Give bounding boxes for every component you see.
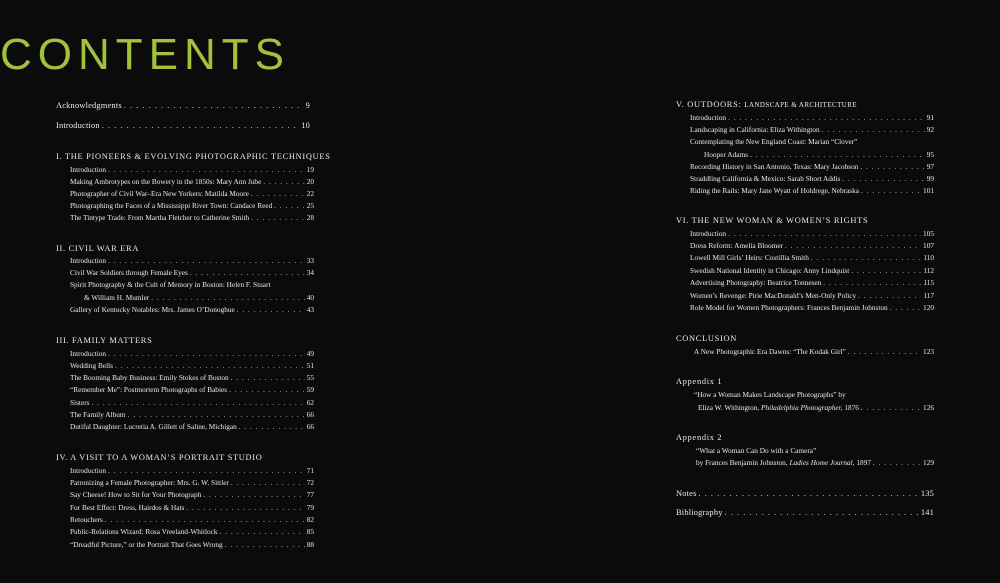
toc-entry-page: 112	[923, 266, 934, 275]
toc-entry-label: Civil War Soldiers through Female Eyes	[70, 268, 188, 277]
toc-entry-label: Spirit Photography & the Cult of Memory in Boston: Helen F. Stuart	[70, 280, 271, 289]
toc-entry-page: 85	[306, 527, 314, 536]
toc-entry-page: 92	[926, 125, 934, 134]
appendix-2-title: “What a Woman Can Do with a Camera”	[696, 446, 817, 455]
toc-entry-label: Dress Reform: Amelia Bloomer	[690, 241, 784, 250]
appendix-2-heading: Appendix 2	[676, 433, 723, 442]
toc-entry-introduction[interactable]	[56, 121, 310, 131]
toc-entry[interactable]	[70, 305, 314, 315]
toc-entry[interactable]	[694, 347, 934, 357]
dot-leader	[115, 361, 305, 371]
toc-entry[interactable]	[70, 385, 314, 395]
toc-entry[interactable]	[70, 256, 314, 266]
toc-entry-label: Introduction	[70, 256, 107, 265]
toc-entry-appendix-2[interactable]	[696, 458, 934, 468]
toc-entry-page: 19	[306, 165, 314, 174]
toc-entry-label: Women’s Revenge: Pirie MacDonald’s Men-Only Policy	[690, 291, 857, 300]
toc-entry-label: Advertising Photography: Beatrice Tonnesen	[690, 278, 822, 287]
appendix-1-title: “How a Woman Makes Landscape Photographs” by	[694, 390, 846, 399]
toc-entry[interactable]	[70, 540, 314, 550]
toc-entry-label: Introduction	[56, 121, 100, 130]
toc-entry[interactable]	[70, 478, 314, 488]
dot-leader	[128, 410, 305, 420]
toc-entry-page: 66	[306, 410, 314, 419]
toc-entry-label: Landscaping in California: Eliza Withington	[690, 125, 820, 134]
toc-entry-page: 82	[306, 515, 314, 524]
dot-leader	[251, 189, 305, 199]
dot-leader	[858, 291, 921, 301]
dot-leader	[725, 508, 919, 518]
toc-entry-label: Photographing the Faces of a Mississippi River Town: Candace Reed	[70, 201, 273, 210]
section-heading-6: VI. THE NEW WOMAN & WOMEN’S RIGHTS	[676, 216, 869, 225]
dot-leader	[728, 229, 921, 239]
section-heading-conclusion: CONCLUSION	[676, 334, 737, 343]
section-heading-4: IV. A VISIT TO A WOMAN’S PORTRAIT STUDIO	[56, 453, 263, 462]
toc-entry[interactable]	[84, 293, 314, 303]
toc-entry-bibliography[interactable]	[676, 508, 934, 518]
toc-entry-page: 101	[923, 186, 934, 195]
dot-leader	[861, 403, 921, 413]
section-heading-3: III. FAMILY MATTERS	[56, 336, 153, 345]
toc-entry[interactable]	[70, 422, 314, 432]
appendix-2-author: by Frances Benjamin Johnston,	[696, 458, 788, 467]
toc-entry-label: Patronizing a Female Photographer: Mrs. G. W. Sittler	[70, 478, 229, 487]
toc-entry-label	[698, 403, 859, 413]
toc-entry[interactable]	[690, 186, 934, 196]
toc-entry[interactable]	[70, 165, 314, 175]
dot-leader	[229, 385, 305, 395]
toc-entry-label: Introduction	[690, 229, 727, 238]
toc-entry-page: 43	[306, 305, 314, 314]
dot-leader	[861, 186, 921, 196]
toc-entry-acknowledgments[interactable]	[56, 101, 310, 111]
toc-entry-label: Acknowledgments	[56, 101, 122, 110]
toc-entry-label: Contemplating the New England Coast: Marian “Clover”	[690, 137, 858, 146]
toc-entry[interactable]	[690, 303, 934, 313]
dot-leader	[231, 478, 305, 488]
toc-entry[interactable]	[70, 503, 314, 513]
dot-leader	[203, 490, 304, 500]
toc-entry-label: Public-Relations Wizard: Rosa Vreeland-Whitlock	[70, 527, 218, 536]
toc-entry-label: Swedish National Identity in Chicago: Anny Lindquist	[690, 266, 850, 275]
dot-leader	[124, 101, 304, 111]
toc-entry-page: 62	[306, 398, 314, 407]
toc-entry[interactable]	[70, 490, 314, 500]
toc-entry-label: Dutiful Daughter: Lucretia A. Gillett of Saline, Michigan	[70, 422, 237, 431]
toc-entry-label: For Best Effect: Dress, Hairdos & Hats	[70, 503, 185, 512]
toc-entry-label: Introduction	[70, 466, 107, 475]
dot-leader	[108, 256, 305, 266]
dot-leader	[108, 349, 305, 359]
toc-entry[interactable]	[70, 410, 314, 420]
toc-entry-page: 126	[923, 403, 934, 412]
toc-entry-label	[696, 458, 871, 468]
toc-entry-label: A New Photographic Era Dawns: “The Kodak Girl”	[694, 347, 846, 356]
appendix-2-year: 1897	[856, 458, 871, 467]
appendix-1-heading: Appendix 1	[676, 377, 723, 386]
toc-entry-label: Role Model for Women Photographers: Frances Benjamin Johnston	[690, 303, 888, 312]
appendix-1-year: 1876	[844, 403, 859, 412]
toc-entry-page: 141	[920, 508, 934, 517]
dot-leader	[190, 268, 305, 278]
toc-entry-page: 71	[306, 466, 314, 475]
toc-entry-page: 10	[301, 121, 310, 130]
toc-entry-label: Sisters	[70, 398, 90, 407]
dot-leader	[728, 113, 925, 123]
dot-leader	[108, 466, 305, 476]
toc-entry[interactable]	[690, 253, 934, 263]
dot-leader	[890, 303, 921, 313]
dot-leader	[105, 515, 305, 525]
appendix-1-author: Eliza W. Withington,	[698, 403, 760, 412]
dot-leader	[263, 177, 304, 187]
toc-entry[interactable]	[690, 162, 934, 172]
toc-entry-label: Say Cheese! How to Sit for Your Photograph	[70, 490, 202, 499]
toc-entry[interactable]	[70, 213, 314, 223]
toc-entry-page: 99	[926, 174, 934, 183]
toc-entry-label: & William H. Mumler	[84, 293, 150, 302]
toc-entry-label: Bibliography	[676, 508, 723, 517]
toc-entry-label: Hooper Adams	[704, 150, 748, 159]
dot-leader	[842, 174, 924, 184]
dot-leader	[851, 266, 921, 276]
toc-entry-page: 34	[306, 268, 314, 277]
toc-entry[interactable]	[70, 349, 314, 359]
dot-leader	[848, 347, 921, 357]
toc-entry-page: 117	[923, 291, 934, 300]
toc-entry-page: 49	[306, 349, 314, 358]
toc-entry-page: 88	[306, 540, 314, 549]
toc-entry-page: 95	[926, 150, 934, 159]
section-heading-sub: LANDSCAPE & ARCHITECTURE	[744, 101, 857, 109]
toc-entry-label: Introduction	[70, 349, 107, 358]
toc-entry-label: “Dreadful Picture,” or the Portrait That Goes Wrong	[70, 540, 223, 549]
toc-entry-page: 97	[926, 162, 934, 171]
dot-leader	[220, 527, 305, 537]
toc-entry-page: 129	[923, 458, 934, 467]
toc-entry-page: 55	[306, 373, 314, 382]
dot-leader	[251, 213, 305, 223]
toc-entry[interactable]	[70, 189, 314, 199]
toc-entry[interactable]	[690, 174, 934, 184]
dot-leader	[785, 241, 921, 251]
toc-entry-page: 22	[306, 189, 314, 198]
toc-entry-label: The Booming Baby Business: Emily Stokes of Boston	[70, 373, 229, 382]
appendix-2-publication: Ladies Home Journal,	[789, 458, 855, 467]
toc-entry[interactable]	[690, 229, 934, 239]
dot-leader	[860, 162, 924, 172]
dot-leader	[699, 489, 919, 499]
toc-entry-page: 25	[306, 201, 314, 210]
toc-entry-label: Introduction	[690, 113, 727, 122]
page-title: CONTENTS	[0, 30, 290, 79]
toc-entry-page: 20	[306, 177, 314, 186]
toc-entry[interactable]	[70, 177, 314, 187]
dot-leader	[811, 253, 921, 263]
toc-entry[interactable]	[70, 373, 314, 383]
dot-leader	[151, 293, 304, 303]
toc-entry[interactable]	[690, 241, 934, 251]
dot-leader	[108, 165, 305, 175]
dot-leader	[186, 503, 304, 513]
dot-leader	[823, 278, 921, 288]
toc-entry[interactable]	[70, 361, 314, 371]
toc-entry[interactable]	[690, 113, 934, 123]
toc-entry-page: 51	[306, 361, 314, 370]
toc-entry[interactable]	[690, 278, 934, 288]
toc-entry-page: 91	[926, 113, 934, 122]
toc-entry[interactable]	[690, 266, 934, 276]
dot-leader	[873, 458, 921, 468]
toc-entry-page: 66	[306, 422, 314, 431]
toc-entry-page: 9	[305, 101, 310, 110]
appendix-1-publication: Philadelphia Photographer,	[761, 403, 843, 412]
toc-entry[interactable]	[690, 291, 934, 301]
toc-entry[interactable]	[70, 201, 314, 211]
toc-entry[interactable]	[70, 515, 314, 525]
toc-entry-label: Wedding Bells	[70, 361, 113, 370]
toc-entry-label: Introduction	[70, 165, 107, 174]
toc-entry-page: 120	[923, 303, 934, 312]
toc-entry-label: Gallery of Kentucky Notables: Mrs. James O’Donoghue	[70, 305, 235, 314]
dot-leader	[239, 422, 305, 432]
toc-entry-page: 115	[923, 278, 934, 287]
section-heading-2: II. CIVIL WAR ERA	[56, 244, 140, 253]
toc-entry-page: 28	[306, 213, 314, 222]
toc-entry-page: 105	[923, 229, 934, 238]
toc-entry-page: 40	[306, 293, 314, 302]
toc-entry-label: Making Ambrotypes on the Bowery in the 1850s: Mary Ann Jube	[70, 177, 262, 186]
toc-entry-page: 77	[306, 490, 314, 499]
toc-entry-label: Photographer of Civil War–Era New Yorkers: Matilda Moore	[70, 189, 249, 198]
section-heading-5	[676, 100, 857, 109]
toc-entry-appendix-1[interactable]	[698, 403, 934, 413]
toc-entry-label: Riding the Rails: Mary Jane Wyatt of Holdrege, Nebraska	[690, 186, 860, 195]
dot-leader	[237, 305, 305, 315]
toc-entry-page: 59	[306, 385, 314, 394]
section-heading-main: V. OUTDOORS:	[676, 100, 742, 109]
toc-entry[interactable]	[704, 150, 934, 160]
dot-leader	[231, 373, 305, 383]
toc-entry-page: 110	[923, 253, 934, 262]
toc-entry[interactable]	[690, 125, 934, 135]
toc-entry-label: Recording History in San Antonio, Texas: Mary Jacobson	[690, 162, 859, 171]
toc-entry[interactable]	[70, 527, 314, 537]
dot-leader	[274, 201, 304, 211]
toc-entry-page: 123	[923, 347, 934, 356]
toc-entry-page: 33	[306, 256, 314, 265]
toc-entry-label: The Tintype Trade: From Martha Fletcher to Catherine Smith	[70, 213, 250, 222]
toc-entry[interactable]	[70, 268, 314, 278]
dot-leader	[91, 398, 304, 408]
toc-entry-label: Lowell Mill Girls’ Heirs: Costillia Smith	[690, 253, 809, 262]
toc-entry[interactable]	[70, 466, 314, 476]
toc-entry[interactable]	[70, 398, 314, 408]
section-heading-1: I. THE PIONEERS & EVOLVING PHOTOGRAPHIC TECHNIQUES	[56, 152, 331, 161]
toc-entry-label: Notes	[676, 489, 697, 498]
toc-entry-page: 135	[920, 489, 934, 498]
toc-entry-label: “Remember Me”: Postmortem Photographs of Babies	[70, 385, 228, 394]
toc-entry-notes[interactable]	[676, 489, 934, 499]
toc-entry-page: 72	[306, 478, 314, 487]
toc-entry-page: 107	[923, 241, 934, 250]
toc-entry-label: Retouchers	[70, 515, 103, 524]
toc-entry-label: Straddling California & Mexico: Sarah Short Addis	[690, 174, 841, 183]
toc-entry-label: The Family Album	[70, 410, 126, 419]
dot-leader	[822, 125, 925, 135]
dot-leader	[102, 121, 299, 131]
dot-leader	[225, 540, 305, 550]
toc-entry-page: 79	[306, 503, 314, 512]
dot-leader	[750, 150, 925, 160]
